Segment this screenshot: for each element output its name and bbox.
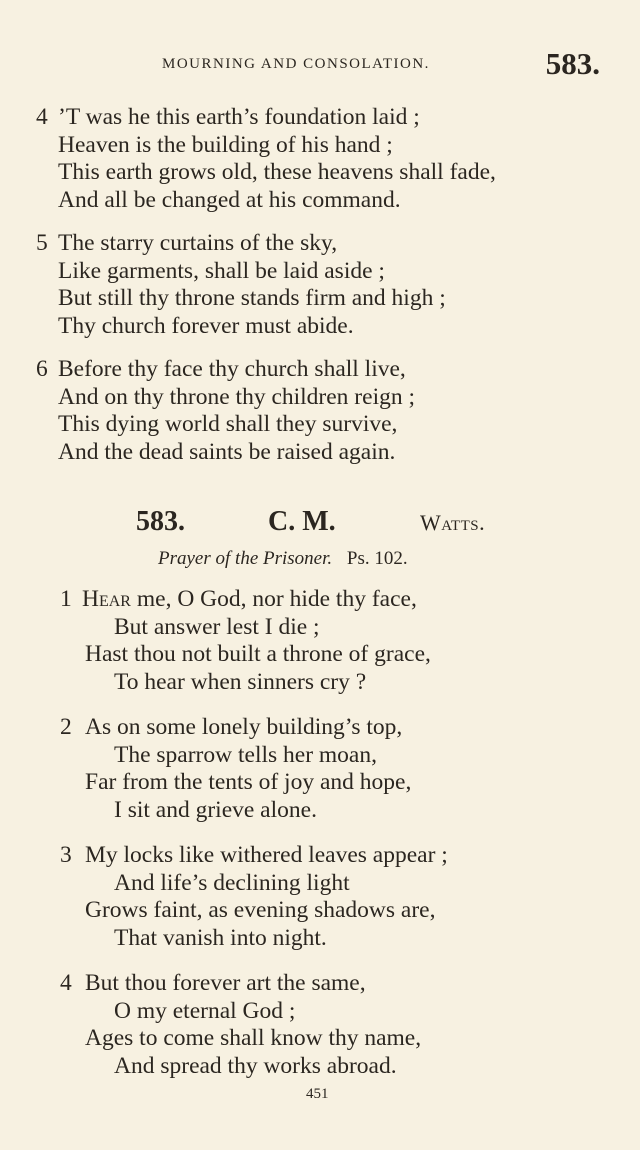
stanza-line: O my eternal God ; <box>114 997 296 1024</box>
hymn-number: 583. <box>136 506 185 537</box>
hymn-stanza-1 <box>60 586 431 696</box>
stanza-line: But answer lest I die ; <box>114 613 320 640</box>
stanza-line: 4 But thou forever art the same, <box>60 970 366 996</box>
stanza-line: And the dead saints be raised again. <box>58 438 396 465</box>
hymn-subtitle <box>158 548 408 570</box>
hymn-title: Prayer of the Prisoner. <box>158 548 333 569</box>
stanza-line: This dying world shall they survive, <box>58 411 398 437</box>
stanza-line: Like garments, shall be laid aside ; <box>58 257 385 284</box>
stanza-line: 1 Hear me, O God, nor hide thy face, <box>60 586 417 612</box>
running-title: MOURNING AND CONSOLATION. <box>162 56 430 72</box>
stanza-number: 2 <box>60 714 72 740</box>
stanza-number: 6 <box>36 356 48 382</box>
stanza-line: And spread thy works abroad. <box>114 1052 397 1079</box>
stanza-line: And on thy throne thy children reign ; <box>58 383 415 410</box>
stanza-number: 3 <box>60 842 72 868</box>
hymn-author: Watts. <box>420 510 486 535</box>
stanza-line: Far from the tents of joy and hope, <box>85 769 412 795</box>
stanza-line: Hast thou not built a throne of grace, <box>85 641 431 667</box>
hymn-stanza-3 <box>60 842 448 952</box>
stanza-number: 4 <box>36 104 48 130</box>
continued-stanza-5 <box>36 230 446 340</box>
stanza-line: Thy church forever must abide. <box>58 312 354 339</box>
stanza-line: This earth grows old, these heavens shall fade, <box>58 159 496 185</box>
hymn-heading <box>0 506 640 540</box>
continued-stanza-6 <box>36 356 415 466</box>
stanza-line: But still thy throne stands firm and high ; <box>58 285 446 311</box>
stanza-line: 5 The starry curtains of the sky, <box>36 230 338 256</box>
stanza-line: The sparrow tells her moan, <box>114 741 377 768</box>
stanza-line: And all be changed at his command. <box>58 186 401 213</box>
hymn-meter: C. M. <box>268 506 336 537</box>
scripture-reference: Ps. 102. <box>346 548 408 569</box>
continued-stanza-4 <box>36 104 496 214</box>
stanza-number: 4 <box>60 970 72 996</box>
stanza-line: And life’s declining light <box>114 869 350 896</box>
page-number: 451 <box>306 1086 329 1102</box>
hymn-stanza-4 <box>60 970 421 1080</box>
hymn-stanza-2 <box>60 714 411 824</box>
page-hymn-number: 583. <box>545 46 600 81</box>
drop-word: Hear <box>82 586 131 612</box>
stanza-number: 5 <box>36 230 48 256</box>
stanza-line: 2 As on some lonely building’s top, <box>60 714 403 740</box>
stanza-line: Heaven is the building of his hand ; <box>58 131 393 158</box>
stanza-line: 6 Before thy face thy church shall live, <box>36 356 406 382</box>
stanza-line: I sit and grieve alone. <box>114 796 317 823</box>
stanza-line: Ages to come shall know thy name, <box>85 1025 422 1051</box>
stanza-line: Grows faint, as evening shadows are, <box>85 897 436 923</box>
stanza-line: 3 My locks like withered leaves appear ; <box>60 842 448 868</box>
stanza-line: To hear when sinners cry ? <box>114 668 367 695</box>
stanza-line: 4 ’T was he this earth’s foundation laid ; <box>36 104 420 130</box>
stanza-number: 1 <box>60 586 72 612</box>
stanza-line: That vanish into night. <box>114 924 327 951</box>
